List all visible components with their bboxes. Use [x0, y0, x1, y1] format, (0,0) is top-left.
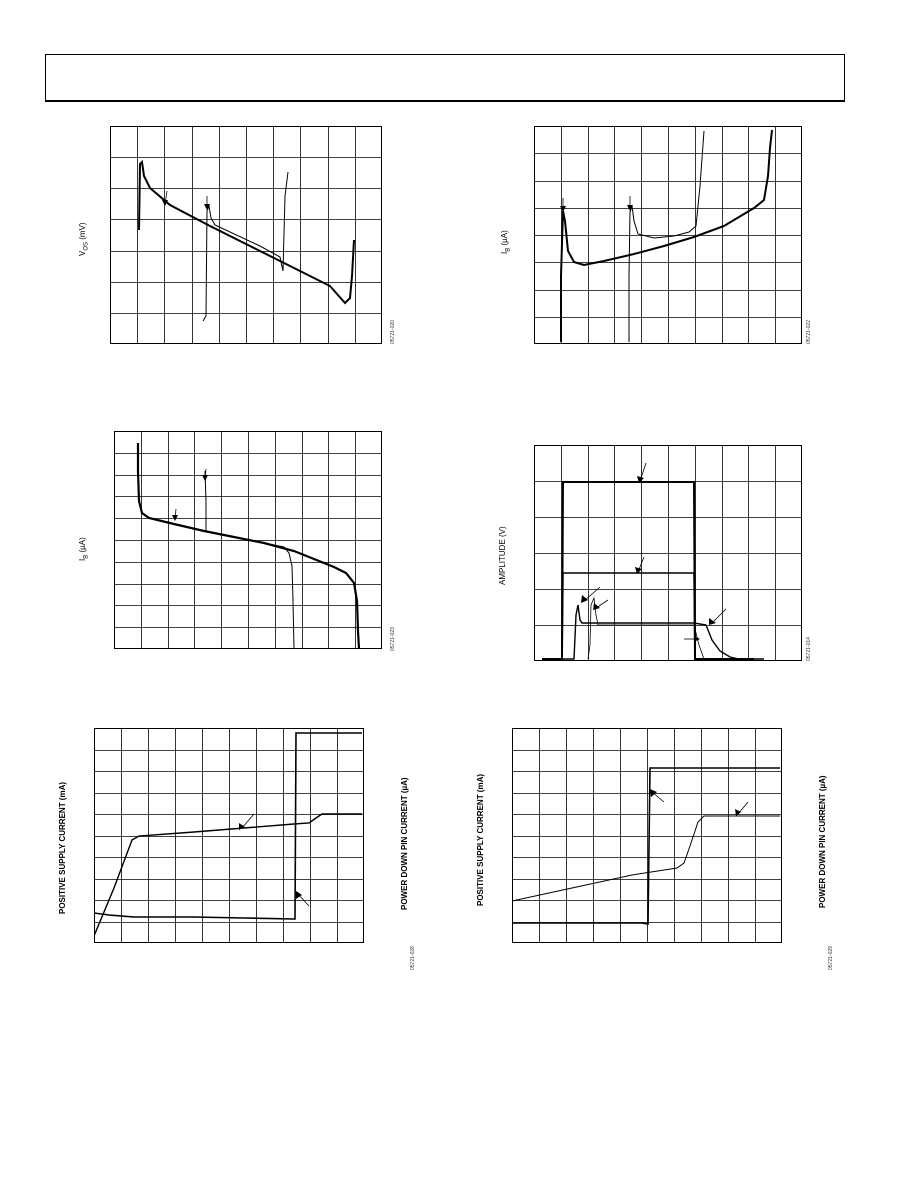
- plot-frame: [95, 729, 364, 943]
- series-supply-current: [512, 816, 780, 901]
- chart-amplitude: [498, 445, 812, 661]
- plot-frame: [535, 446, 802, 661]
- chart-ib-1: [500, 126, 812, 344]
- y-axis-label: $I_B$ (µA): [78, 537, 90, 561]
- chart-vos-1: [78, 126, 396, 344]
- arrowhead: [202, 475, 208, 481]
- figure-code: 05721-029: [828, 946, 834, 970]
- chart-amplitude-plot: [534, 445, 802, 661]
- arrowhead: [709, 618, 716, 625]
- y-axis-label-left: POSITIVE SUPPLY CURRENT (mA): [476, 773, 485, 906]
- series-pin-current: [94, 733, 362, 919]
- arrowhead: [581, 595, 588, 603]
- series-trace-medium: [542, 573, 695, 659]
- series-trace-thin: [203, 172, 288, 321]
- y-axis-label-right: POWER DOWN PIN CURRENT (µA): [400, 777, 409, 910]
- grid: [94, 728, 364, 943]
- series-trace-thin: [205, 471, 294, 649]
- figure-code: 05721-023: [390, 627, 396, 651]
- y-axis-label-left: POSITIVE SUPPLY CURRENT (mA): [58, 781, 67, 914]
- figure-code: 05721-028: [410, 946, 416, 970]
- series-trace-thin: [588, 598, 704, 659]
- chart-supply-current-2-plot: [512, 728, 782, 943]
- figure-code: 05721-014: [806, 637, 812, 661]
- figure-code: 05721-020: [390, 320, 396, 344]
- chart-ib-2-plot: [114, 431, 382, 649]
- y-axis-label: $V_{OS}$ (mV): [78, 222, 90, 256]
- series-trace-thick: [561, 130, 772, 342]
- plot-frame: [513, 729, 782, 943]
- series-trace-small: [542, 605, 764, 659]
- plot-frame: [535, 127, 802, 344]
- grid: [110, 126, 382, 344]
- arrowhead: [735, 809, 741, 816]
- y-axis-label: AMPLITUDE (V): [498, 526, 507, 585]
- figure-code: 05721-022: [806, 320, 812, 344]
- chart-ib-2: [78, 431, 396, 651]
- chart-ib-1-plot: [534, 126, 802, 344]
- chart-vos-1-plot: [110, 126, 382, 344]
- arrowhead: [172, 515, 178, 521]
- chart-supply-current-1-plot: [94, 728, 364, 943]
- y-axis-label: $I_B$ (µA): [500, 230, 512, 254]
- arrowhead: [560, 206, 566, 212]
- arrow: [712, 609, 726, 623]
- arrow: [242, 814, 254, 828]
- grid: [512, 728, 782, 943]
- y-axis-label-right: POWER DOWN PIN CURRENT (µA): [818, 775, 827, 908]
- page-header: [45, 54, 845, 102]
- arrowhead: [239, 823, 245, 830]
- chart-supply-current-1: [58, 728, 416, 970]
- chart-supply-current-2: [476, 728, 834, 970]
- plot-frame: [111, 127, 382, 344]
- grid: [534, 445, 802, 661]
- grid: [534, 126, 802, 344]
